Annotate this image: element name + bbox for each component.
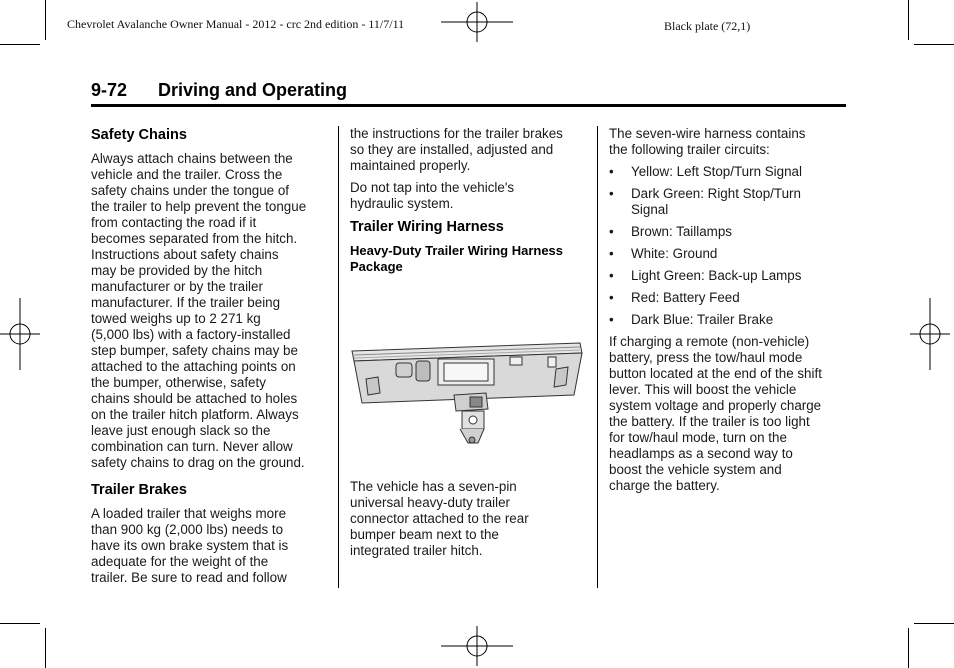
connector-description: The vehicle has a seven-pin universal heavy-duty trailer connector attached to the rear bumper beam next to the integrated trailer hitch.	[350, 479, 529, 558]
bullet-icon: •	[609, 246, 614, 261]
harness-package-heading: Heavy-Duty Trailer Wiring Harness Package	[350, 243, 564, 274]
safety-chains-heading: Safety Chains	[91, 127, 187, 143]
registration-mark-bottom	[441, 626, 513, 666]
circuit-label: Yellow: Left Stop/Turn Signal	[631, 164, 802, 179]
harness-intro: The seven-wire harness contains the following trailer circuits:	[609, 126, 806, 157]
bullet-icon: •	[609, 312, 614, 327]
bullet-icon: •	[609, 268, 614, 283]
circuit-list	[609, 164, 849, 328]
trailer-wiring-heading: Trailer Wiring Harness	[350, 219, 504, 235]
column-2	[350, 126, 590, 565]
trailer-brakes-heading: Trailer Brakes	[91, 482, 187, 498]
page-header	[91, 80, 846, 107]
charging-instructions: If charging a remote (non-vehicle) battery, press the tow/haul mode button located at the end of the shift lever. This will boost the vehicle system voltage and properly charge the battery. If the trailer is too light for tow/haul mode, turn on the headlamps as a second way to boost the vehicle system and charge the battery.	[609, 334, 822, 493]
bumper-connector-illustration	[350, 339, 586, 451]
list-item	[609, 312, 849, 328]
circuit-label: Dark Blue: Trailer Brake	[631, 312, 774, 327]
manual-title: Chevrolet Avalanche Owner Manual - 2012 - crc 2nd edition - 11/7/11	[67, 17, 405, 31]
bumper-illustration-svg	[350, 339, 586, 451]
registration-mark-top	[441, 2, 513, 42]
circuit-label: Red: Battery Feed	[631, 290, 740, 305]
list-item	[609, 224, 849, 240]
list-item	[609, 246, 849, 262]
section-title: Driving and Operating	[158, 80, 348, 100]
circuit-label: Brown: Taillamps	[631, 224, 732, 239]
plate-info: Black plate (72,1)	[664, 19, 751, 33]
trailer-brakes-continued: the instructions for the trailer brakes so they are installed, adjusted and maintained properly.	[350, 126, 563, 173]
bullet-icon: •	[609, 164, 614, 179]
list-item	[609, 290, 849, 306]
list-item	[609, 268, 849, 284]
safety-chains-body: Always attach chains between the vehicle and the trailer. Cross the safety chains under the tongue of the trailer to help prevent the tongue from contacting the road if it becomes separated from the hitch. Instructions about safety chains may be provided by the hitch manufacturer or by the trailer manufacturer. If the trailer being towed weighs up to 2 271 kg (5,000 lbs) with a factory-installed step bumper, safety chains may be attached to the attaching points on the bumper, otherwise, safety chains should be attached to holes on the trailer hitch platform. Always leave just enough slack so the combination can turn. Never allow safety chains to drag on the ground.	[91, 151, 307, 470]
circuit-label: Dark Green: Right Stop/Turn Signal	[631, 186, 801, 217]
trailer-brakes-body: A loaded trailer that weighs more than 900 kg (2,000 lbs) needs to have its own brake system that is adequate for the weight of the trailer. Be sure to read and follow	[91, 506, 289, 585]
registration-mark-right	[910, 298, 950, 370]
list-item	[609, 164, 849, 180]
hydraulic-warning: Do not tap into the vehicle's hydraulic system.	[350, 180, 515, 211]
bullet-icon: •	[609, 224, 614, 239]
column-1	[91, 126, 331, 592]
column-divider	[597, 126, 598, 588]
bullet-icon: •	[609, 290, 614, 305]
circuit-label: Light Green: Back-up Lamps	[631, 268, 802, 283]
page-number: 9-72	[91, 80, 128, 100]
column-3	[609, 126, 849, 500]
list-item	[609, 186, 849, 218]
column-divider	[338, 126, 339, 588]
registration-mark-left	[0, 298, 40, 370]
circuit-label: White: Ground	[631, 246, 718, 261]
bullet-icon: •	[609, 186, 614, 201]
